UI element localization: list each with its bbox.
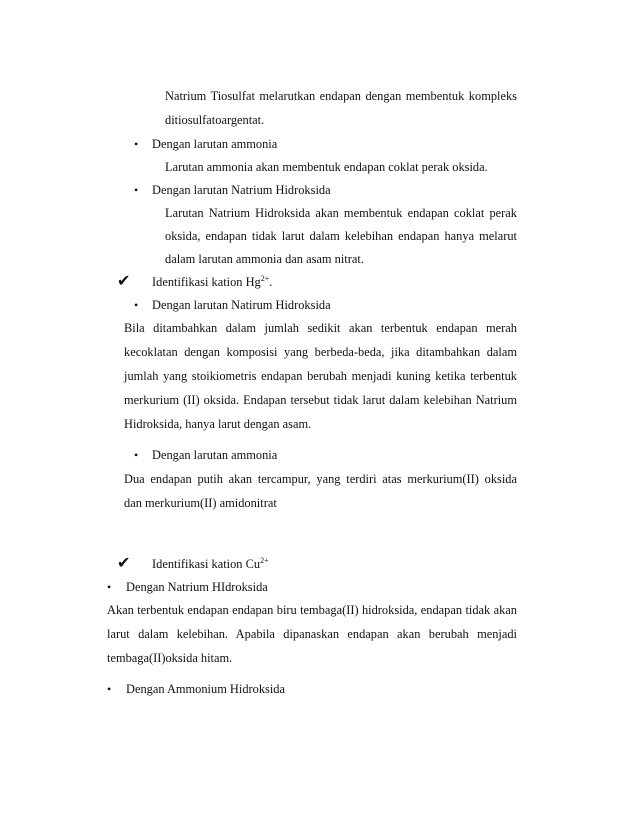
- ag-thiosulfate-line-2: ditiosulfatoargentat.: [165, 113, 265, 127]
- hg-ammonia-line-2: dan merkurium(II) amidonitrat: [124, 496, 277, 510]
- hg-section-title: Identifikasi kation $Hg^{2+}$.: [152, 274, 273, 289]
- ag-ammonia-text: Larutan ammonia akan membentuk endapan coklat perak oksida.: [165, 160, 488, 174]
- ag-naoh-line-2: oksida, endapan tidak larut dalam kelebihan endapan hanya melarut: [165, 229, 517, 243]
- hg-naoh-line-1: Bila ditambahkan dalam jumlah sedikit akan terbentuk endapan merah: [124, 321, 517, 335]
- hg-ammonia-heading: Dengan larutan ammonia: [152, 448, 278, 462]
- hg-ammonia-line-1: Dua endapan putih akan tercampur, yang terdiri atas merkurium(II) oksida: [124, 472, 517, 486]
- bullet-icon: •: [134, 183, 139, 197]
- cu-naoh-line-3: tembaga(II)oksida hitam.: [107, 651, 233, 665]
- hg-naoh-line-5: Hidroksida, hanya larut dengan asam.: [124, 417, 312, 431]
- hg-naoh-line-3: jumlah yang stoikiometris endapan berubah menjadi kuning ketika terbentuk: [124, 369, 517, 383]
- hg-naoh-line-4: merkurium (II) oksida. Endapan tersebut tidak larut dalam kelebihan Natrium: [124, 393, 517, 407]
- bullet-icon: •: [107, 682, 112, 696]
- checkmark-icon: ✔: [117, 271, 131, 290]
- ag-naoh-heading: Dengan larutan Natrium Hidroksida: [152, 183, 331, 197]
- ag-naoh-line-3: dalam larutan ammonia dan asam nitrat.: [165, 252, 364, 266]
- cu-naoh-line-1: Akan terbentuk endapan endapan biru tembaga(II) hidroksida, endapan tidak akan: [107, 603, 517, 617]
- cu-section-title: Identifikasi kation $Cu^{2+}$: [152, 556, 269, 571]
- cu-ammonium-heading: Dengan Ammonium Hidroksida: [126, 682, 285, 696]
- bullet-icon: •: [134, 448, 139, 462]
- cu-naoh-heading: Dengan Natrium HIdroksida: [126, 580, 268, 594]
- ag-ammonia-heading: Dengan larutan ammonia: [152, 137, 278, 151]
- hg-naoh-heading: Dengan larutan Natirum Hidroksida: [152, 298, 331, 312]
- ag-naoh-line-1: Larutan Natrium Hidroksida akan membentuk endapan coklat perak: [165, 206, 517, 220]
- cu-naoh-line-2: larut dalam kelebihan. Apabila dipanaskan endapan akan berubah menjadi: [107, 627, 517, 641]
- bullet-icon: •: [134, 137, 139, 151]
- ag-thiosulfate-line-1: Natrium Tiosulfat melarutkan endapan dengan membentuk kompleks: [165, 89, 517, 103]
- hg-naoh-line-2: kecoklatan dengan komposisi yang berbeda-beda, jika ditambahkan dalam: [124, 345, 517, 359]
- bullet-icon: •: [107, 580, 112, 594]
- bullet-icon: •: [134, 298, 139, 312]
- checkmark-icon: ✔: [117, 553, 131, 572]
